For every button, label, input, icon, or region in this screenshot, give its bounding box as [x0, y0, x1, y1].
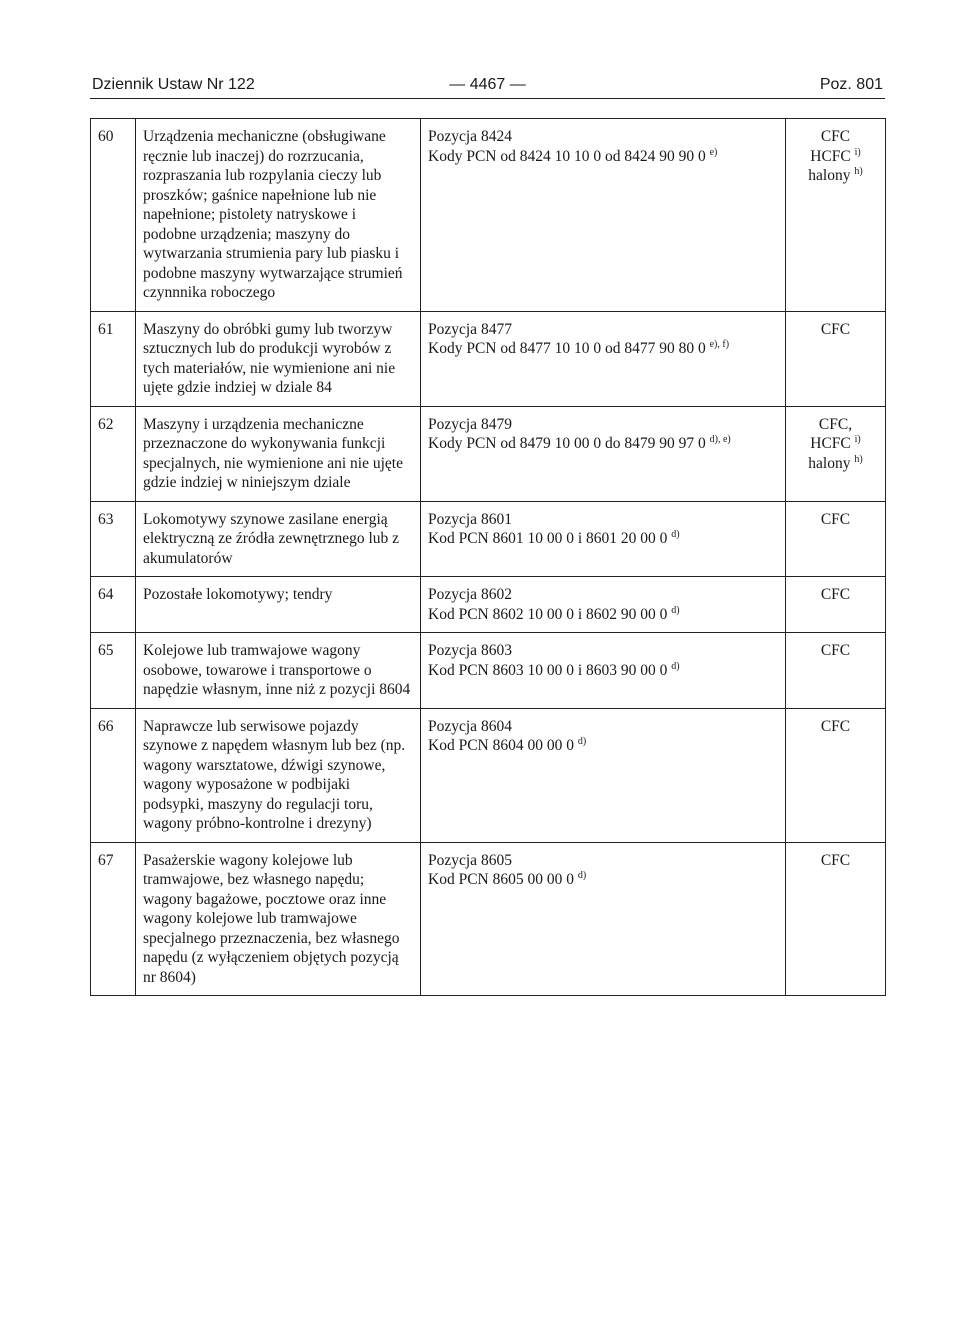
substance: [793, 415, 878, 435]
customs-codes: [421, 633, 786, 709]
substance-name: CFC: [820, 320, 851, 338]
substance: [793, 166, 878, 186]
substance-name: CFC: [820, 128, 851, 145]
pcn-codes-text: Kody PCN od 8477 10 10 0 od 8477 90 80 0: [428, 340, 706, 357]
footnote-ref: h): [854, 165, 863, 177]
customs-codes: [421, 119, 786, 312]
table-row: [91, 577, 886, 633]
footnote-ref: i): [854, 433, 861, 445]
controlled-substances: [786, 406, 886, 501]
heading-label: Pozycja 8602: [428, 586, 512, 603]
pcn-codes: [428, 339, 778, 359]
header-divider: [90, 98, 885, 99]
table-row: [91, 633, 886, 709]
pcn-codes-text: Kod PCN 8601 10 00 0 i 8601 20 00 0: [428, 530, 668, 547]
pcn-codes-text: Kod PCN 8605 00 00 0: [428, 871, 574, 888]
goods-description: [136, 501, 421, 577]
controlled-substances: [786, 119, 886, 312]
substance: [793, 434, 878, 454]
footnote-ref: i): [854, 146, 861, 158]
description-text: Naprawcze lub serwisowe pojazdy szynowe z napędem własnym lub bez (np. wagony warsztatowe, dźwigi szynowe, wagony wyposażone w podbijaki podsypki, maszyny do regulacji toru, wagony próbno-kontrolne i drezyny): [143, 717, 406, 832]
footnote-ref: e), f): [709, 338, 730, 350]
table-row: [91, 406, 886, 501]
description-text: Pozostałe lokomotywy; tendry: [143, 586, 333, 603]
controlled-substances: [786, 311, 886, 406]
substance: [793, 320, 878, 340]
table-row: [91, 708, 886, 842]
substance-name: CFC: [820, 586, 851, 603]
table-row: [91, 119, 886, 312]
footnote-ref: d): [671, 604, 680, 616]
pcn-codes: [428, 529, 778, 549]
pcn-codes: [428, 147, 778, 167]
description-text: Urządzenia mechaniczne (obsługiwane ręcznie lub inaczej) do rozrzucania, rozpraszania lub rozpylania cieczy lub proszków; gaśnice napełnione lub nie napełnione; pistolety natryskowe i podobne urządzenia; maszyny do wytwarzania strumienia pary lub piasku i podobne maszyny wytwarzające strumień czynnnika roboczego: [143, 128, 403, 301]
pcn-codes: [428, 661, 778, 681]
substance: [793, 717, 878, 737]
substance-name: halony: [808, 454, 851, 472]
customs-codes: [421, 708, 786, 842]
journal-title: Dziennik Ustaw Nr 122: [92, 76, 255, 93]
row-number: 67: [91, 842, 136, 996]
substance: [793, 641, 878, 661]
pcn-codes: [428, 605, 778, 625]
pcn-codes-text: Kody PCN od 8479 10 00 0 do 8479 90 97 0: [428, 435, 706, 452]
customs-codes: [421, 406, 786, 501]
row-number: 60: [91, 119, 136, 312]
substance: [793, 585, 878, 605]
row-number: 64: [91, 577, 136, 633]
pcn-codes-text: Kod PCN 8604 00 00 0: [428, 737, 574, 754]
goods-description: [136, 311, 421, 406]
substance: [793, 851, 878, 871]
customs-codes: [421, 577, 786, 633]
goods-description: [136, 708, 421, 842]
page-number: — 4467 —: [449, 76, 526, 93]
footnote-ref: d), e): [709, 433, 731, 445]
controlled-substances: [786, 708, 886, 842]
row-number: 62: [91, 406, 136, 501]
substance-name: HCFC: [810, 147, 851, 165]
table-row: [91, 311, 886, 406]
row-number: 65: [91, 633, 136, 709]
substance-name: CFC: [820, 510, 851, 528]
customs-codes: [421, 501, 786, 577]
description-text: Kolejowe lub tramwajowe wagony osobowe, towarowe i transportowe o napędzie własnym, inne niż z pozycji 8604: [143, 642, 411, 698]
substance: [793, 147, 878, 167]
heading-label: Pozycja 8477: [428, 320, 512, 338]
position-number: Poz. 801: [819, 76, 883, 93]
description-text: Lokomotywy szynowe zasilane energią elektryczną ze źródła zewnętrznego lub z akumulatorów: [143, 510, 400, 567]
heading-label: Pozycja 8605: [428, 851, 512, 869]
pcn-codes-text: Kod PCN 8602 10 00 0 i 8602 90 00 0: [428, 605, 668, 623]
table-body: [91, 119, 886, 996]
footnote-ref: d): [671, 528, 680, 540]
heading-label: Pozycja 8604: [428, 717, 512, 735]
substance-name: HCFC: [810, 435, 851, 452]
heading-label: Pozycja 8603: [428, 642, 512, 659]
description-text: Maszyny i urządzenia mechaniczne przeznaczone do wykonywania funkcji specjalnych, nie wymienione ani nie ujęte gdzie indziej w niniejszym dziale: [143, 415, 403, 491]
controlled-substances: [786, 577, 886, 633]
substance-name: CFC: [820, 642, 851, 659]
substance: [793, 127, 878, 147]
controlled-substances: [786, 633, 886, 709]
pcn-codes-text: Kod PCN 8603 10 00 0 i 8603 90 00 0: [428, 661, 668, 679]
description-text: Pasażerskie wagony kolejowe lub tramwajowe, bez własnego napędu; wagony bagażowe, pocztowe oraz inne wagony kolejowe lub tramwajowe specjalnego przeznaczenia, bez własnego napędu (z wyłączeniem objętych pozycją nr 8604): [143, 851, 400, 986]
pcn-codes: [428, 870, 778, 890]
heading-label: Pozycja 8479: [428, 415, 512, 433]
description-text: Maszyny do obróbki gumy lub tworzyw sztucznych lub do produkcji wyrobów z tych materiałów, nie wymienione ani nie ujęte gdzie indziej w dziale 84: [143, 320, 396, 396]
customs-codes: [421, 842, 786, 996]
footnote-ref: d): [671, 660, 680, 672]
goods-description: [136, 119, 421, 312]
row-number: 61: [91, 311, 136, 406]
pcn-codes: [428, 434, 778, 454]
footnote-ref: h): [854, 453, 863, 465]
substance: [793, 510, 878, 530]
page-header: [90, 74, 885, 98]
footnote-ref: e): [709, 146, 718, 158]
customs-codes: [421, 311, 786, 406]
row-number: 63: [91, 501, 136, 577]
controlled-substances: [786, 842, 886, 996]
row-number: 66: [91, 708, 136, 842]
regulation-table: [90, 118, 886, 996]
substance-name: CFC,: [818, 415, 853, 433]
footnote-ref: d): [577, 869, 587, 881]
pcn-codes-text: Kody PCN od 8424 10 10 0 od 8424 90 90 0: [428, 147, 706, 165]
table-row: [91, 501, 886, 577]
goods-description: [136, 633, 421, 709]
pcn-codes: [428, 736, 778, 756]
controlled-substances: [786, 501, 886, 577]
substance-name: halony: [808, 167, 851, 184]
goods-description: [136, 577, 421, 633]
heading-label: Pozycja 8601: [428, 510, 512, 528]
footnote-ref: d): [577, 735, 587, 747]
table-row: [91, 842, 886, 996]
substance-name: CFC: [820, 717, 851, 735]
goods-description: [136, 406, 421, 501]
goods-description: [136, 842, 421, 996]
heading-label: Pozycja 8424: [428, 128, 512, 145]
substance: [793, 454, 878, 474]
substance-name: CFC: [820, 851, 851, 869]
